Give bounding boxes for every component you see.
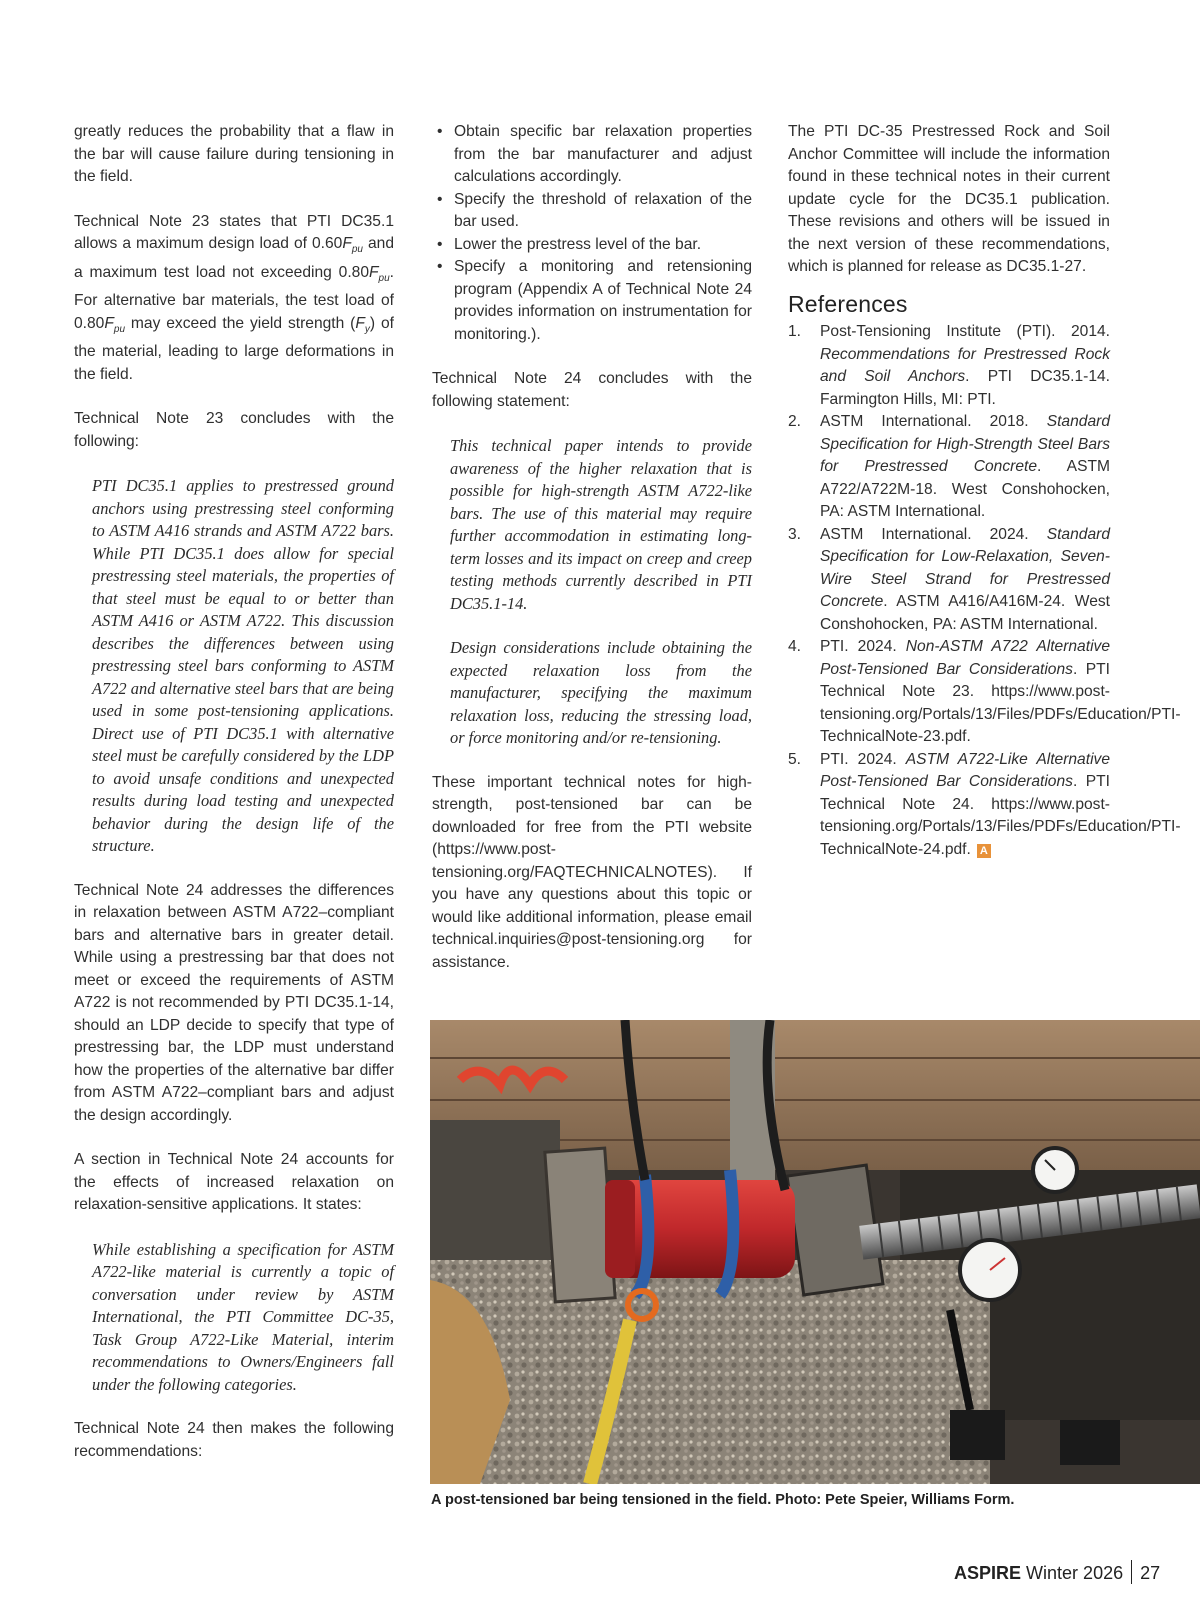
list-item: • Lower the prestress level of the bar. — [432, 234, 752, 257]
text-run: ) of the material, leading to large deformations in the field. — [74, 314, 394, 383]
paragraph — [74, 211, 394, 387]
paragraph: Technical Note 24 addresses the differences in relaxation between ASTM A722–compliant bars and alternative bars in greater detail. While using a prestressing bar that does not meet or exceed the requirements of ASTM A722 is not recommended by PTI DC35.1-14, should an LDP decide to specify that type of prestressing bar, the LDP must understand how the properties of the alternative bar differ from ASTM A722–compliant bars and adjust the design accordingly. — [74, 881, 394, 1124]
text-run: PTI. 2024. — [820, 750, 906, 768]
subscript: pu — [351, 244, 363, 255]
subscript: pu — [378, 272, 390, 284]
text-run: . ASTM A416/A416M-24. West Conshohocken, PA: ASTM International. — [820, 593, 1110, 633]
reference-number: 2. — [788, 413, 802, 430]
text-run: ASTM International. 2024. — [820, 525, 1047, 543]
text-run: ASTM International. 2018. — [820, 413, 1047, 430]
block-quote: PTI DC35.1 applies to prestressed ground anchors using prestressing steel conforming to ASTM A416 strands and ASTM A722 bars. While PTI DC35.1 does allow for special prestressing steel materials, the properties of that steel must be equal to or better than ASTM A416 or ASTM A722. This discussion describes the differences between using prestressing steel bars conforming to ASTM A722 and alternative steel bars that are being used in some post-tensioning applications. Direct use of PTI DC35.1 with alternative steel must be carefully considered by the LDP to avoid unsafe conditions and unexpected results during load testing and unexpected behavior during the design life of the structure. — [92, 476, 394, 855]
text-run: . PTI Technical Note 23. https://www.post-tensioning.org/Portals/13/Files/PDFs/Education/PTI-TechnicalNote-23.pdf. — [820, 660, 1181, 745]
issue-label: Winter 2026 — [1026, 1563, 1124, 1583]
references-heading: References — [788, 290, 908, 317]
reference-title: Recommendations for Prestressed Rock and Soil Anchors — [820, 345, 1110, 385]
subscript: pu — [113, 323, 126, 335]
magazine-name: ASPIRE — [954, 1563, 1022, 1583]
reference-title: Non-ASTM A722 Alternative Post-Tensioned Bar Considerations — [820, 638, 1110, 678]
text-run: Technical Note 23 states that PTI DC35.1 allows a maximum design load of 0.60 — [74, 212, 394, 252]
reference-item — [788, 411, 1110, 524]
reference-number: 4. — [788, 638, 802, 655]
reference-item — [788, 524, 1110, 637]
paragraph: Technical Note 23 concludes with the following: — [74, 410, 394, 450]
paragraph: greatly reduces the probability that a flaw in the bar will cause failure during tensioning in the field. — [74, 123, 394, 185]
field-photo — [430, 1020, 1200, 1484]
reference-title: Standard Specification for Low-Relaxation, Seven-Wire Steel Strand for Prestressed Concrete — [820, 525, 1110, 610]
column-1 — [74, 121, 394, 1485]
text-run: PTI. 2024. — [820, 638, 906, 655]
reference-title: ASTM A722-Like Alternative Post-Tensioned Bar Considerations — [820, 750, 1110, 790]
reference-number: 5. — [788, 750, 802, 768]
column-3 — [788, 121, 1181, 861]
subscript: y — [364, 323, 370, 335]
paragraph: A section in Technical Note 24 accounts for the effects of increased relaxation on relaxation-sensitive applications. It states: — [74, 1151, 394, 1213]
paragraph: Technical Note 24 then makes the following recommendations: — [74, 1420, 394, 1460]
text-run: Post-Tensioning Institute (PTI). 2014. — [820, 323, 1110, 340]
list-item: • Obtain specific bar relaxation properties from the bar manufacturer and adjust calculations accordingly. — [432, 121, 752, 189]
recommendation-list — [432, 121, 752, 346]
reference-number: 3. — [788, 525, 802, 543]
reference-title: Standard Specification for High-Strength Steel Bars for Prestressed Concrete — [820, 413, 1110, 475]
paragraph: Technical Note 24 concludes with the following statement: — [432, 370, 752, 410]
end-of-article-icon: A — [977, 844, 991, 858]
text-run: . PTI DC35.1-14. Farmington Hills, MI: PTI. — [820, 368, 1110, 408]
symbol: F — [342, 235, 352, 252]
text-run: . ASTM A722/A722M-18. West Conshohocken, PA: ASTM International. — [820, 458, 1110, 520]
reference-item — [788, 636, 1181, 749]
reference-item — [788, 749, 1181, 862]
page-number: 27 — [1140, 1563, 1161, 1583]
reference-item — [788, 321, 1110, 411]
symbol: F — [104, 314, 114, 332]
block-quote: While establishing a specification for ASTM A722-like material is currently a topic of conversation under review by ASTM International, the PTI Committee DC-35, Task Group A722-Like Material, interim recommendations to Owners/Engineers fall under the following categories. — [92, 1239, 394, 1394]
text-run: . For alternative bar materials, the test load of 0.80 — [74, 263, 394, 332]
block-quote: Design considerations include obtaining the expected relaxation loss from the manufacturer, specifying the maximum relaxation loss, reducing the stressing load, or force monitoring and/or re-tensioning. — [450, 638, 752, 747]
list-item: • Specify the threshold of relaxation of the bar used. — [432, 189, 752, 234]
block-quote: This technical paper intends to provide awareness of the higher relaxation that is possible for high-strength ASTM A722-like bars. The use of this material may require further accommodation in estimating long-term losses and its impact on creep and creep testing methods currently described in PTI DC35.1-14. — [450, 436, 752, 613]
photo-caption: A post-tensioned bar being tensioned in the field. Photo: Pete Speier, Williams Form. — [431, 1492, 1015, 1508]
photo-illustration — [430, 1020, 1200, 1484]
symbol: F — [369, 263, 379, 281]
column-2 — [432, 121, 752, 996]
text-run: may exceed the yield strength ( — [125, 314, 356, 332]
reference-list — [788, 321, 1181, 861]
page-footer — [954, 1560, 1160, 1584]
symbol: F — [355, 314, 365, 332]
paragraph: The PTI DC-35 Prestressed Rock and Soil Anchor Committee will include the information found in these technical notes in their current update cycle for the DC35.1 publication. These revisions and others will be issued in the next version of these recommendations, which is planned for release as DC35.1-27. — [788, 123, 1110, 275]
footer-divider — [1131, 1560, 1132, 1584]
text-run: and a maximum test load not exceeding 0.80 — [74, 235, 394, 281]
text-run: . PTI Technical Note 24. https://www.post-tensioning.org/Portals/13/Files/PDFs/Education/PTI-TechnicalNote-24.pdf. — [820, 773, 1181, 858]
paragraph: These important technical notes for high-strength, post-tensioned bar can be downloaded for free from the PTI website (https://www.post-tensioning.org/FAQTECHNICALNOTES). If you have any questions about this topic or would like additional information, please email technical.inquiries@post-tensioning.org for assistance. — [432, 773, 752, 971]
list-item: • Specify a monitoring and retensioning program (Appendix A of Technical Note 24 provides information on instrumentation for monitoring.). — [432, 256, 752, 346]
reference-number: 1. — [788, 323, 802, 340]
